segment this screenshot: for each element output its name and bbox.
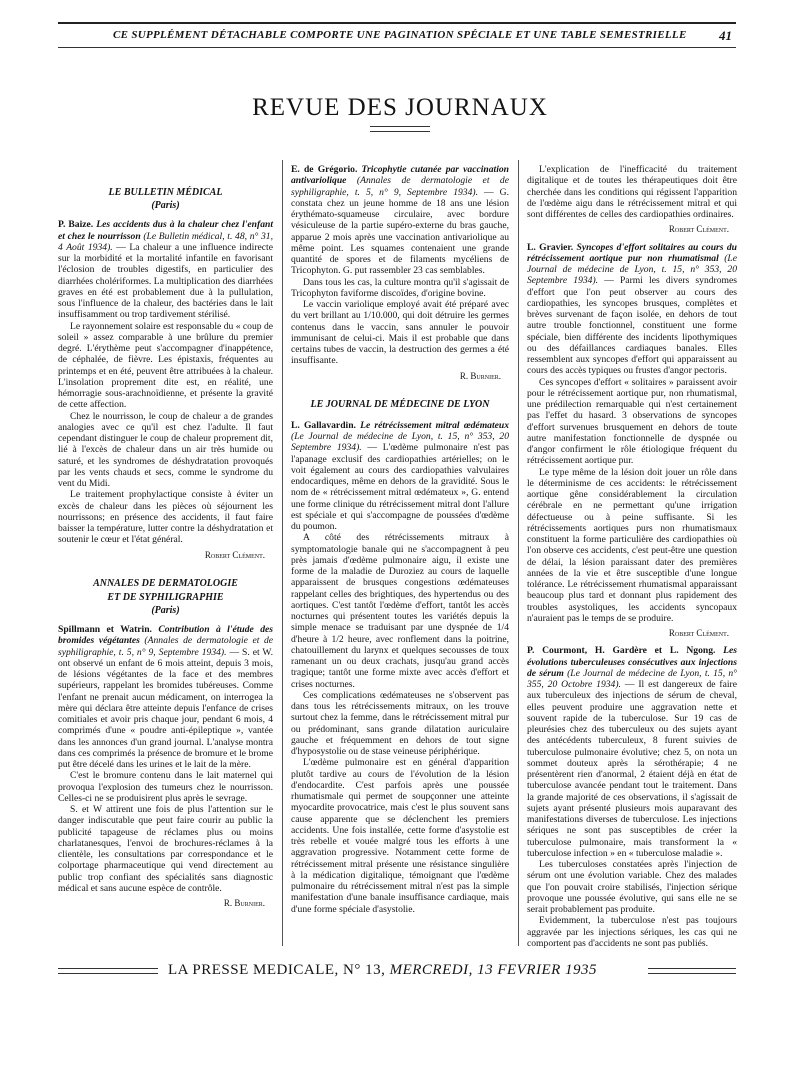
article (58, 624, 273, 894)
header-rule (58, 47, 736, 48)
article-lead (527, 645, 737, 859)
article-author: Spillmann et Watrin. (58, 624, 152, 635)
section-subheading: (Paris) (151, 200, 180, 211)
article-lead (58, 624, 273, 770)
title-ornament (370, 126, 430, 132)
article (291, 164, 509, 367)
article-signature: R. Burnier. (459, 370, 501, 381)
article-paragraph: S. et W attirent une fois de plus l'attention sur le danger indiscutable que peut faire courir au public la publicité tapageuse de réclames plus ou moins charlatanesques, l'envoi de brochures-réclames à la clientèle, les consultations par correspondance et le colportage pharmaceutique qui vend directement au public trop confiant des spécialités sans diagnostic médical et sans aucune espèce de contrôle. (58, 804, 273, 894)
article-reference: (Le Journal de médecine de Lyon, t. 15, n° 355, 20 Octobre 1934). (527, 667, 737, 690)
article-lead (291, 420, 509, 533)
article-lead (58, 219, 273, 320)
footer-date: MERCREDI, 13 FEVRIER 1935 (389, 962, 598, 978)
column-3 (527, 164, 737, 953)
page-title: REVUE DES JOURNAUX (252, 94, 548, 121)
article-paragraph: Le type même de la lésion doit jouer un rôle dans le déterminisme de ces accidents: le rétrécissement aortique gêne considérablement la circulation cérébrale en ne permettant qu'une irrigation défectueuse ou à peine suffisante. Si les rétrécissements aortiques purs non rhumatismaux constituent la forme particulière des cardiopathies où l'on observe ces accidents, c'est peut-être une question de délai, la lésion paraissant dater des premières années de la vie et être susceptible d'une longue tolérance. Le rétrécissement rhumatismal apparaissant beaucoup plus tard et donnant plus rapidement des troubles asystoliques, les accidents syncopaux n'auraient pas le temps de se produire. (527, 466, 737, 624)
article-author: L. Gravier. (527, 241, 574, 253)
article-text: — L'œdème pulmonaire n'est pas l'apanage exclusif des cardiopathies artérielles; on le voit également au cours des cardiopathies valvulaires endocardiques, même en dehors de la gravidité. Sous le nom de « rétrécissement mitral œdémateux », G. entend une forme clinique du rétrécissement mitral dont l'allure est spéciale et qui s'accompagne de poussées d'œdème du poumon. (291, 442, 509, 532)
article-paragraph: Le traitement prophylactique consiste à éviter un excès de chaleur dans les pièces où séjournent les nourrissons; en présence des accidents, il faut faire baisser la température, lutter contre la déshydratation et soutenir le cœur et l'état général. (58, 489, 273, 546)
column-2 (291, 164, 509, 919)
article-author: L. Gallavardin. (291, 419, 356, 431)
footer-text (168, 962, 597, 979)
section-heading: ANNALES DE DERMATOLOGIE (93, 577, 238, 589)
article-reference: (Annales de dermatologie et de syphiligraphie, t. 5, n° 9, Septembre 1934). (291, 175, 509, 198)
article-title: Le rétrécissement mitral œdémateux (360, 419, 510, 431)
article-title: Les accidents dus à la chaleur chez l'enfant et chez le nourrisson (58, 219, 274, 242)
article-paragraph: Le vaccin variolique employé avait été préparé avec du vert brillant au 1/10.000, qui doit détruire les germes contenus dans le vaccin, sans annuler le pouvoir immunisant de celui-ci. Mais il est probable que dans certains tubes de vaccin, la destruction des germes a été insuffisante. (291, 299, 509, 367)
article-author: P. Courmont, H. Gardère et L. Ngong. (527, 645, 716, 657)
article-text: — G. constata chez un jeune homme de 18 ans une lésion érythémato-squameuse circulaire, avec bordure vésiculeuse de la partie supéro-externe du bras gauche, apparue 2 mois après une vaccination antivariolique au même point. Les squames contenaient une grande quantité de spores et de filaments mycéliens de Tricophyton. G. put rassembler 23 cas semblables. (291, 186, 509, 277)
article-paragraph: Dans tous les cas, la culture montra qu'il s'agissait de Tricophyton faviforme discoïdes, d'origine bovine. (291, 276, 509, 299)
article-title: Les évolutions tuberculeuses consécutives aux injections de sérum (527, 645, 737, 679)
article-paragraph: Chez le nourrisson, le coup de chaleur a de grandes analogies avec ce qu'il est chez l'adulte. Il faut cependant distinguer le coup de chaleur proprement dit, lié à l'excès de chaleur dans un air très humide ou saturé, et les syndromes de déshydratation provoqués par les vents chauds et secs, comme le syndrome du vent du Midi. (58, 410, 273, 489)
article-text: — Il est dangereux de faire aux tuberculeux des injections de sérum de cheval, elles peuvent produire une aggravation nette et souvent rapide de la tuberculose. Sur 19 cas de pleurésies chez des tuberculeux ou des sujets ayant des antécédents tuberculeux, 8 furent suivies de tuberculose pulmonaire évolutive; chez 5, on nota un sommet douteux après la sérothérapie; 4 ne présentèrent rien d'anormal, 2 étaient déjà en état de tuberculose avancée pendant tout le traitement. Dans la grande majorité de ces observations, il s'agissait de sujets ayant présenté plusieurs mois auparavant des manifestations diverses de tuberculose. Les injections sériques ne sont pas susceptibles de créer la tuberculose pulmonaire, mais transforment la « tuberculose infection » en « tuberculose maladie ». (527, 679, 738, 859)
column-divider (282, 160, 283, 946)
article-signature: Robert Clément. (668, 224, 729, 235)
article-text: — S. et W. ont observé un enfant de 6 mois atteint, depuis 3 mois, de lésions végétantes de la face et des membres supérieurs, rappelant les bromides tubéreuses. Comme l'enfant ne prenait aucun médicament, on interrogea la mère qui déclara être atteinte depuis l'enfance de crises comitiales et avoir pris chaque jour, pendant 6 mois, 4 comprimés d'une « poudre anti-épileptique », vantée dans les annonces d'un grand journal. L'analyse montra dans ces comprimés la présence de bromure et le brome put être décelé dans les urines et le lait de la mère. (58, 646, 273, 770)
article-lead (527, 242, 737, 377)
article-paragraph: Ces syncopes d'effort « solitaires » paraissent avoir pour le rétrécissement aortique pur, non rhumatismal, une prédilection remarquable qui n'est certainement pas l'effet du hasard. 3 observations de syncopes d'effort survenues brusquement en dehors de toute autre manifestation fonctionnelle de dyspnée ou d'angor confirment le rôle étiologique fréquent du rétrécissement aortique pur. (527, 376, 737, 467)
article-text: — Parmi les divers syndromes d'effort que l'on peut observer au cours des cardiopathies, les syncopes brusques, complètes et brèves survenant de façon isolée, en dehors de tout autre trouble fonctionnel, constituent une forme spéciale, bien différente des incidents lipothymiques ou des défaillances cardiaques banales. Elles ressemblent aux syncopes d'effort qui apparaissent au cours des accès typiques ou frustes d'angor pectoris. (527, 275, 738, 377)
article-signature: Robert Clément. (668, 628, 729, 638)
article-text: — La chaleur a une influence indirecte sur la morbidité et la mortalité infantile en favorisant l'éclosion de troubles digestifs, en particulier des diarrhées cholériformes. La multiplication des diarrhées graves en été est probablement due à la pullulation, sous l'influence de la chaleur, des bactéries dans le lait insuffisamment ou trop tardivement stérilisé. (58, 241, 273, 321)
article-continuation (527, 164, 737, 220)
top-rule (58, 22, 736, 24)
header-note: CE SUPPLÉMENT DÉTACHABLE COMPORTE UNE PAGINATION SPÉCIALE ET UNE TABLE SEMESTRIELLE (113, 29, 687, 41)
article-lead (291, 164, 509, 277)
footer-ornament (58, 968, 158, 974)
footer-journal: LA PRESSE MEDICALE, N° 13, (168, 962, 386, 978)
article-title: Contribution à l'étude des bromides végétantes (58, 624, 273, 647)
article-title: Syncopes d'effort solitaires au cours du rétrécissement aortique pur non rhumatismal (527, 241, 738, 264)
article-paragraph: Ces complications œdémateuses ne s'observent pas dans tous les rétrécissements mitraux, on les trouve surtout chez la femme, dans le rétrécissement mitral pur ou prédominant, sans grande dilatation auriculaire gauche et fréquemment en dehors de tout signe d'hyposystolie ou de stase veineuse périphérique. (291, 689, 509, 757)
article-author: P. Baize. (58, 219, 94, 231)
article-reference: (Annales de dermatologie et de syphiligraphie, t. 5, n° 9, Septembre 1934). (58, 635, 273, 658)
page-number: 41 (719, 28, 732, 43)
article-signature: Robert Clément. (204, 549, 265, 560)
article-signature: R. Burnier. (223, 898, 265, 908)
article-reference: (Le Bulletin médical, t. 48, n° 31, 4 Août 1934). (58, 230, 273, 253)
page-header (58, 28, 736, 46)
article-paragraph: Evidemment, la tuberculose n'est pas toujours aggravée par les injections sériques, les cas qui ne comportent pas d'accidents ne sont pas publiés. (527, 915, 737, 949)
section-heading-line2: ET DE SYPHILIGRAPHIE (107, 591, 224, 603)
article-paragraph: L'explication de l'inefficacité du traitement digitalique et de toutes les thérapeutiques doit être cherchée dans les conditions qui régissent l'apparition de l'œdème aigu dans le rétrécissement mitral et qui sont différentes de celles des cardiopathies ordinaires. (527, 164, 737, 220)
section-heading: LE BULLETIN MÉDICAL (108, 187, 223, 198)
footer-ornament (648, 968, 736, 974)
article-paragraph: Le rayonnement solaire est responsable du « coup de soleil » assez comparable à une brûlure du premier degré. L'érythème peut s'accompagner d'inappétence, de céphalée, de fièvre. Les épistaxis, fréquentes au printemps et en été, peuvent être attribuées à la chaleur. L'insolation proprement dite est, en réalité, une hémorragie sous-arachnoïdienne, et présente la gravité de cette affection. (58, 320, 274, 411)
section-heading: LE JOURNAL DE MÉDECINE DE LYON (310, 398, 490, 410)
article (527, 242, 737, 625)
page-footer (58, 962, 736, 980)
article-paragraph: L'œdème pulmonaire est en général d'apparition plutôt tardive au cours de l'évolution de la lésion d'endocardite. C'est parfois après une poussée rhumatismale qui permet de soupçonner une atteinte myocardite provocatrice, mais c'est le plus souvent sans cause apparente que se déclenchent les premiers accidents. Une fois installée, cette forme d'asystolie est très rebelle et vouée malgré tous les efforts à une aggravation progressive. Notamment cette forme de rétrécissement mitral présente une résistance singulière à la médication digitalique, témoignant que l'œdème pulmonaire du rétrécissement mitral n'est pas la simple manifestation d'une banale insuffisance cardiaque, mais d'une forme spéciale d'asystolie. (291, 757, 509, 915)
article (58, 219, 273, 545)
column-1 (58, 186, 273, 915)
article (527, 645, 737, 949)
column-divider (518, 160, 519, 946)
article-reference: (Le Journal de médecine de Lyon, t. 15, n° 353, 20 Septembre 1934). (291, 431, 509, 454)
article-author: E. de Grégorio. (291, 164, 358, 175)
article-paragraph: Les tuberculoses constatées après l'injection de sérum ont une évolution variable. Chez des malades que l'on pouvait croire stabilisés, l'injection sérique provoque une poussée évolutive, qui sans elle ne se serait probablement pas produite. (527, 859, 737, 915)
article-title: Tricophytie cutanée par vaccination antivariolique (291, 164, 509, 187)
article-paragraph: A côté des rétrécissements mitraux à symptomatologie banale qui ne s'accompagnent à peu près jamais d'œdème pulmonaire aigu, il existe une forme de la maladie de Duroziez au cours de laquelle apparaissent de brusques congestions œdémateuses rappelant celles des brightiques, des hypertendus ou des aortiques. C'est tantôt l'œdème d'effort, tantôt les accès nocturnes qui présentent toutes les variétés depuis la simple menace se traduisant par une dyspnée de 1/4 d'heure à 1/2 heure, avec ronflement dans la poitrine, chatouillement du larynx et quelques secousses de toux ramenant un ou deux crachats, jusqu'au grand accès tragique; tantôt une forme mixte avec accès d'effort et crises nocturnes. (291, 532, 509, 690)
article (291, 420, 509, 915)
article-paragraph: C'est le bromure contenu dans le lait maternel qui provoqua l'explosion des tumeurs chez le nourrisson. Celles-ci ne se produisirent plus après le sevrage. (58, 770, 273, 804)
article-reference: (Le Journal de médecine de Lyon, t. 15, n° 353, 20 Septembre 1934). (527, 252, 737, 287)
section-subheading: (Paris) (151, 604, 180, 616)
